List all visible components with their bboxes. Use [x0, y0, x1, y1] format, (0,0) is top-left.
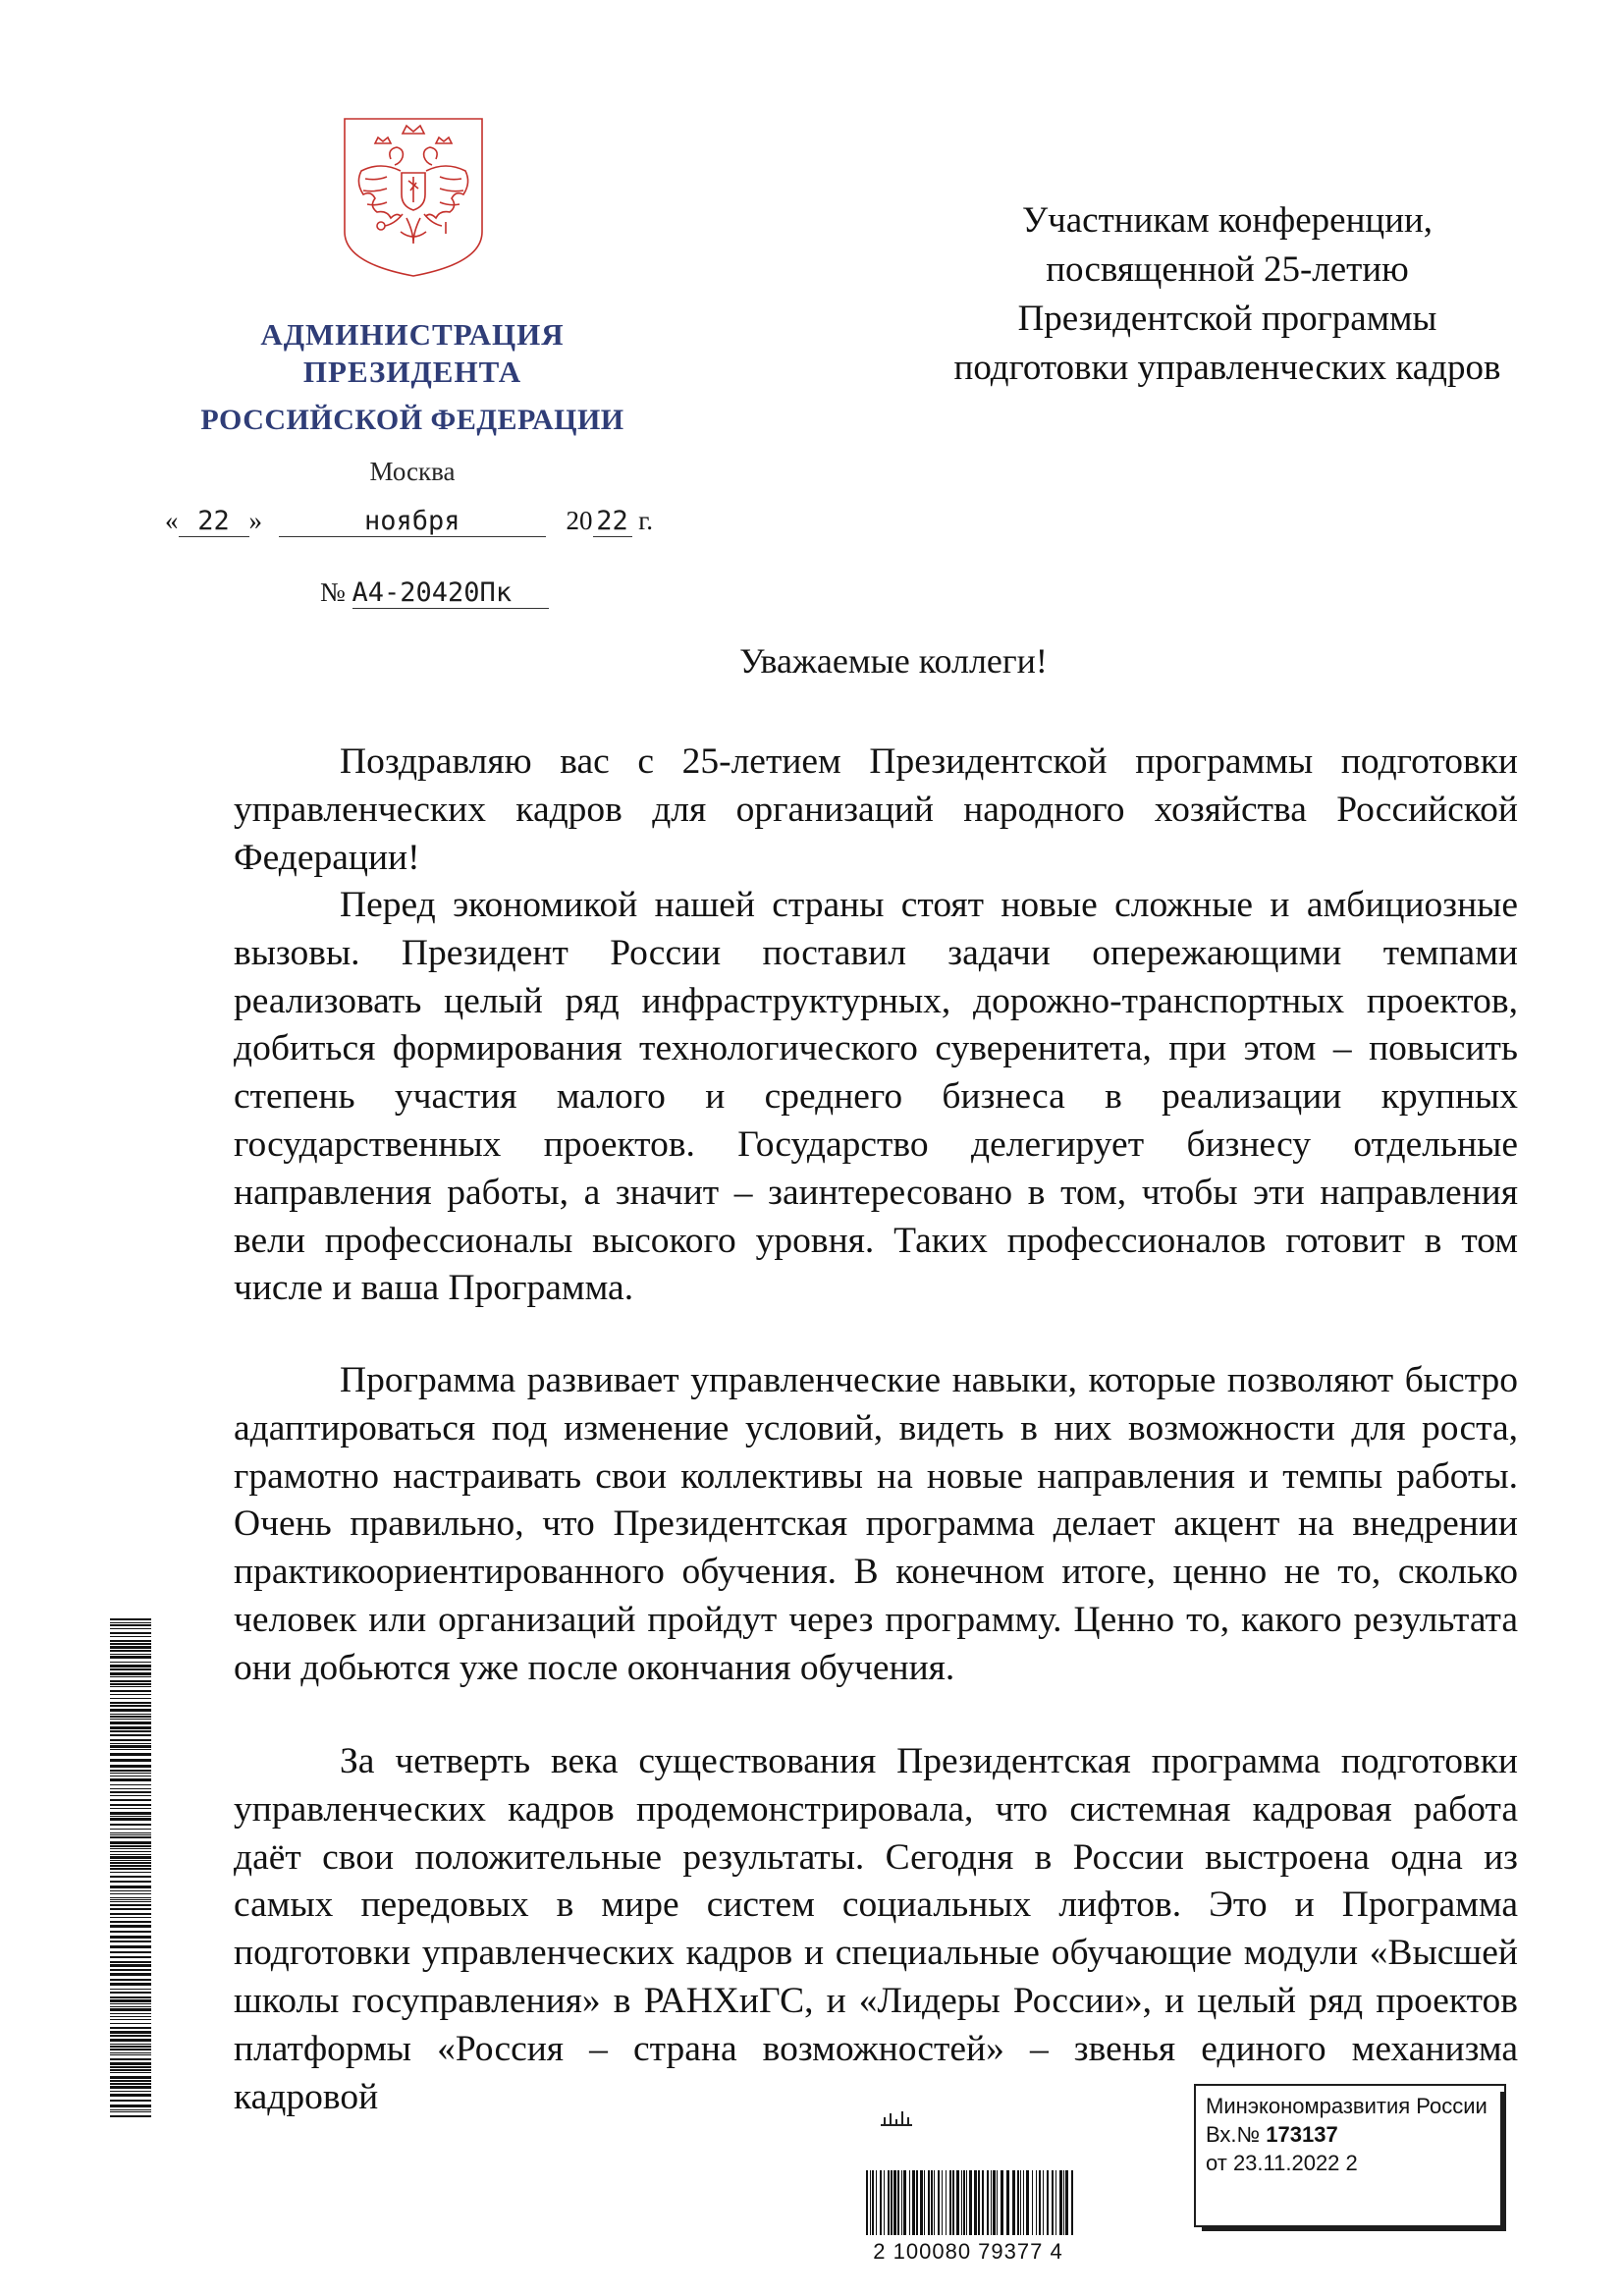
barcode-bar	[110, 1749, 151, 1750]
barcode-bar	[110, 1824, 151, 1826]
barcode-bar	[110, 1624, 151, 1626]
barcode-bar	[110, 1773, 151, 1774]
barcode-bar	[110, 1945, 151, 1948]
date-year-prefix: 20	[566, 506, 593, 535]
barcode-bar	[110, 1979, 151, 1981]
barcode-bar	[110, 1646, 151, 1649]
barcode-bar	[110, 1969, 151, 1971]
barcode-bar	[110, 1961, 151, 1963]
barcode-bar	[110, 1881, 151, 1883]
barcode-bar	[110, 1917, 151, 1918]
org-name-line1: АДМИНИСТРАЦИЯ	[260, 317, 565, 352]
stamp-date: от 23.11.2022 2	[1206, 2151, 1358, 2175]
barcode-bar	[110, 1640, 151, 1642]
barcode-bar	[110, 1668, 151, 1670]
barcode-bar	[110, 1848, 151, 1849]
barcode-bar	[110, 1992, 151, 1994]
barcode-bar	[110, 2035, 151, 2037]
barcode-bar	[110, 1854, 151, 1855]
barcode-bar	[110, 1788, 151, 1789]
barcode-bar	[110, 1739, 151, 1741]
barcode-bar	[893, 2170, 896, 2235]
barcode-bar	[110, 2016, 151, 2017]
addressee-block	[884, 196, 1571, 393]
barcode-bar	[949, 2170, 951, 2235]
barcode-bar	[110, 2052, 151, 2053]
barcode-bar	[110, 1702, 151, 1704]
org-name-line2: ПРЕЗИДЕНТА	[302, 355, 522, 389]
barcode-bar	[870, 2170, 871, 2235]
date-day: 22	[179, 506, 249, 537]
barcode-bar	[110, 1672, 151, 1675]
barcode-bar	[1059, 2170, 1062, 2235]
barcode-bar	[110, 1951, 151, 1953]
barcode-bar	[110, 1812, 151, 1815]
barcode-bar	[987, 2170, 989, 2235]
barcode-bar	[946, 2170, 947, 2235]
barcode-bar	[1063, 2170, 1064, 2235]
barcode-bar	[110, 1776, 151, 1777]
barcode-bar	[110, 1921, 151, 1923]
barcode-bar	[110, 2013, 151, 2014]
barcode-bar	[110, 1829, 151, 1830]
barcode-bar	[884, 2170, 885, 2235]
barcode-bar	[961, 2170, 962, 2235]
barcode-digits: 2 100080 79377 4	[873, 2239, 1063, 2264]
barcode-bar	[110, 1973, 151, 1976]
barcode-bar	[110, 1665, 151, 1667]
document-number	[320, 577, 549, 609]
barcode-bar	[1006, 2170, 1009, 2235]
barcode-bar	[110, 1996, 151, 1998]
barcode-bar	[110, 2046, 151, 2048]
barcode-bar	[110, 1722, 151, 1724]
barcode-bar	[110, 1719, 151, 1720]
barcode-bar	[110, 1654, 151, 1655]
date-year-unit: г.	[638, 506, 654, 535]
barcode-bar	[110, 1636, 151, 1637]
barcode-bar	[110, 1832, 151, 1833]
barcode-bar	[969, 2170, 972, 2235]
barcode-bar	[110, 1897, 151, 1898]
barcode-bar	[110, 2069, 151, 2071]
addressee-line4: подготовки управленческих кадров	[953, 348, 1501, 388]
barcode-bar	[110, 1778, 151, 1781]
barcode-bar	[110, 1650, 151, 1652]
barcode-bar	[110, 1893, 151, 1894]
barcode-bar	[110, 1643, 151, 1645]
barcode-bar	[110, 2083, 151, 2085]
barcode-bar	[110, 1834, 151, 1835]
barcode-bar	[1055, 2170, 1056, 2235]
barcode-bar	[110, 2006, 151, 2007]
barcode-bar	[912, 2170, 915, 2235]
barcode-bar	[110, 2076, 151, 2079]
barcode-bar	[909, 2170, 910, 2235]
date-month: ноября	[279, 506, 546, 537]
barcode-bar	[110, 1872, 151, 1873]
barcode-bar	[901, 2170, 902, 2235]
barcode-bar	[866, 2170, 868, 2235]
barcode-bar	[110, 1743, 151, 1744]
barcode-bar	[110, 1694, 151, 1695]
coat-of-arms-emblem	[342, 116, 485, 279]
barcode-bar	[110, 1876, 151, 1878]
stamp-incoming-number	[1206, 2120, 1496, 2149]
barcode-bar	[993, 2170, 996, 2235]
barcode-bar	[110, 1618, 151, 1620]
barcode-bar	[110, 2086, 151, 2089]
barcode-bar	[110, 1683, 151, 1685]
barcode-bar	[110, 2115, 151, 2117]
salutation: Уважаемые коллеги!	[739, 641, 1048, 681]
barcode-bar	[110, 2080, 151, 2082]
barcode-bar	[1023, 2170, 1024, 2235]
barcode-bar	[110, 1941, 151, 1942]
barcode-bar	[110, 1836, 151, 1838]
barcode-bar	[938, 2170, 940, 2235]
barcode-bar	[110, 2072, 151, 2073]
barcode-bar	[110, 1964, 151, 1967]
barcode-bar	[110, 1686, 151, 1687]
barcode-bar	[110, 2044, 151, 2045]
date-close-quote: »	[248, 506, 262, 535]
barcode-bar	[110, 1868, 151, 1870]
barcode-bar	[110, 1698, 151, 1699]
barcode-bar	[931, 2170, 933, 2235]
addressee-line2: посвященной 25-летию	[1046, 249, 1409, 290]
barcode-bar	[110, 2031, 151, 2034]
barcode-bar	[110, 2062, 151, 2065]
barcode-bar	[110, 2023, 151, 2024]
barcode-bar	[110, 2105, 151, 2107]
barcode-bar	[110, 2008, 151, 2011]
barcode-bar	[110, 1908, 151, 1910]
barcode-bar	[110, 1745, 151, 1748]
barcode-bar	[110, 1999, 151, 2002]
barcode-bar	[110, 2094, 151, 2097]
barcode-bar	[1052, 2170, 1054, 2235]
body-paragraph-1: Поздравляю вас с 25-летием Президентской программы подготовки управленческих кадров для организаций народного хозяйства Российской Федерации!	[234, 741, 1518, 878]
barcode-bar	[110, 2058, 151, 2060]
barcode-bar	[110, 1841, 151, 1844]
barcode-bar	[928, 2170, 930, 2235]
barcode-bar	[110, 1956, 151, 1958]
barcode-bar	[110, 1791, 151, 1793]
barcode-bar	[110, 1709, 151, 1712]
body-paragraph-4: За четверть века существования Президентская программа подготовки управленческих кадров продемонстрировала, что системная кадровая работа даёт свои положительные результаты. Сегодня в России выстроена одна из самых передовых в мире систем социальных лифтов. Это и Программа подготовки управленческих кадров и специальные обучающие модули «Высшей школы госуправления» в РАНХиГС, и «Лидеры России», и целый ряд проектов платформы «Россия – страна возможностей» – звенья единого механизма кадровой	[234, 1741, 1518, 2117]
barcode-bar	[110, 1899, 151, 1900]
barcode-bar	[876, 2170, 877, 2235]
barcode-bar	[110, 1795, 151, 1796]
barcode-bar	[110, 1936, 151, 1939]
barcode-bar	[888, 2170, 890, 2235]
barcode-bar	[110, 1765, 151, 1768]
barcode-bar	[920, 2170, 923, 2235]
scan-mark-icon	[877, 2105, 916, 2131]
barcode-bar	[974, 2170, 977, 2235]
barcode-bar	[1020, 2170, 1021, 2235]
barcode-bar	[110, 1726, 151, 1729]
barcode-bar	[110, 1622, 151, 1623]
barcode-bar	[963, 2170, 965, 2235]
barcode-bar	[110, 1680, 151, 1682]
barcode-bar	[891, 2170, 893, 2235]
number-value: А4-20420Пк	[352, 577, 549, 609]
barcode-bar	[110, 1808, 151, 1809]
barcode-bar	[1001, 2170, 1003, 2235]
barcode-bar	[110, 2091, 151, 2092]
barcode-bar	[110, 1901, 151, 1902]
barcode-bar	[1039, 2170, 1041, 2235]
barcode-bar	[110, 1804, 151, 1806]
barcode-bar	[110, 1759, 151, 1762]
barcode-bar	[942, 2170, 943, 2235]
number-label: №	[320, 577, 346, 607]
barcode-bar	[956, 2170, 959, 2235]
barcode-bar	[934, 2170, 935, 2235]
barcode-bar	[924, 2170, 925, 2235]
barcode-bar	[1017, 2170, 1019, 2235]
city: Москва	[369, 457, 456, 486]
barcode-bar	[982, 2170, 984, 2235]
barcode-bar	[1036, 2170, 1037, 2235]
barcode-bar	[997, 2170, 998, 2235]
barcode-bar	[110, 2109, 151, 2110]
barcode-bar	[110, 1913, 151, 1915]
barcode-bar	[110, 1632, 151, 1634]
barcode-bar	[1043, 2170, 1044, 2235]
barcode-bar	[1032, 2170, 1033, 2235]
barcode-bar	[110, 2003, 151, 2004]
barcode-bar	[110, 1860, 151, 1861]
barcode-bar	[110, 2039, 151, 2042]
barcode-bar	[110, 1784, 151, 1785]
registration-stamp	[1194, 2084, 1506, 2227]
barcode-bar	[110, 1799, 151, 1801]
barcode-bar	[110, 1983, 151, 1986]
barcode-bar	[110, 1676, 151, 1677]
barcode-bar	[1026, 2170, 1029, 2235]
barcode-bar	[110, 1716, 151, 1718]
body-paragraph-2: Перед экономикой нашей страны стоят новые сложные и амбициозные вызовы. Президент России поставил задачи опережающими темпами реализовать целый ряд инфраструктурных, дорожно-транспортных проектов, добиться формирования технологического суверенитета, при этом – повысить степень участия малого и среднего бизнеса в реализации крупных государственных проектов. Государство делегирует бизнесу отдельные направления работы, а значит – заинтересовано в том, чтобы эти направления вели профессионалы высокого уровня. Таких профессионалов готовит в том числе и ваша Программа.	[234, 885, 1518, 1309]
barcode-bar	[110, 2066, 151, 2068]
barcode-bar	[110, 1925, 151, 1928]
barcode-bar	[1065, 2170, 1068, 2235]
body-paragraph-3: Программа развивает управленческие навыки, которые позволяют быстро адаптироваться под изменение условий, видеть в них возможности для роста, грамотно настраивать свои коллективы на новые направления и темпы работы. Очень правильно, что Президентская программа делает акцент на внедрении практикоориентированного обучения. В конечном итоге, ценно не то, сколько человек или организаций пройдут через программу. Ценно то, какого результата они добьются уже после окончания обучения.	[234, 1360, 1518, 1688]
stamp-number-value: 173137	[1266, 2122, 1338, 2147]
barcode-bar	[110, 1886, 151, 1888]
barcode-bar	[110, 1851, 151, 1852]
barcode-bar	[110, 1862, 151, 1864]
barcode-bar	[110, 1714, 151, 1715]
barcode-bar	[903, 2170, 906, 2235]
vertical-barcode	[110, 1618, 151, 2119]
barcode-bar	[110, 1656, 151, 1659]
barcode-bar	[110, 1931, 151, 1933]
barcode-bar	[110, 1816, 151, 1817]
bottom-barcode	[866, 2170, 1074, 2235]
barcode-bar	[110, 1845, 151, 1847]
barcode-bar	[110, 2019, 151, 2020]
org-name-line3: РОССИЙСКОЙ ФЕДЕРАЦИИ	[200, 404, 624, 436]
document-date	[165, 506, 676, 551]
barcode-bar	[1071, 2170, 1073, 2235]
barcode-bar	[110, 1890, 151, 1891]
barcode-bar	[1047, 2170, 1049, 2235]
barcode-bar	[110, 2054, 151, 2055]
barcode-bar	[110, 2111, 151, 2112]
barcode-bar	[110, 1734, 151, 1736]
barcode-bar	[110, 1856, 151, 1859]
barcode-bar	[110, 1818, 151, 1821]
stamp-org: Минэкономразвития России	[1206, 2094, 1488, 2118]
barcode-bar	[110, 1865, 151, 1867]
barcode-bar	[897, 2170, 899, 2235]
barcode-bar	[110, 2027, 151, 2029]
barcode-bar	[978, 2170, 980, 2235]
barcode-bar	[952, 2170, 954, 2235]
barcode-bar	[110, 1705, 151, 1707]
barcode-bar	[110, 1753, 151, 1756]
barcode-bar	[991, 2170, 992, 2235]
barcode-bar	[110, 1690, 151, 1692]
addressee-line1: Участникам конференции,	[1021, 200, 1434, 241]
date-open-quote: «	[165, 506, 179, 535]
stamp-number-label: Вх.№	[1206, 2122, 1261, 2147]
barcode-bar	[916, 2170, 918, 2235]
barcode-bar	[110, 1628, 151, 1629]
barcode-bar	[880, 2170, 882, 2235]
addressee-line3: Президентской программы	[1017, 299, 1437, 339]
barcode-bar	[110, 1662, 151, 1663]
barcode-bar	[110, 2049, 151, 2050]
barcode-bar	[110, 1770, 151, 1772]
barcode-bar	[1012, 2170, 1015, 2235]
barcode-bar	[110, 1730, 151, 1732]
barcode-bar	[872, 2170, 874, 2235]
barcode-bar	[110, 1989, 151, 1990]
barcode-bar	[966, 2170, 967, 2235]
barcode-bar	[110, 2100, 151, 2102]
barcode-bar	[110, 1904, 151, 1906]
date-year-suffix: 22	[593, 506, 632, 537]
